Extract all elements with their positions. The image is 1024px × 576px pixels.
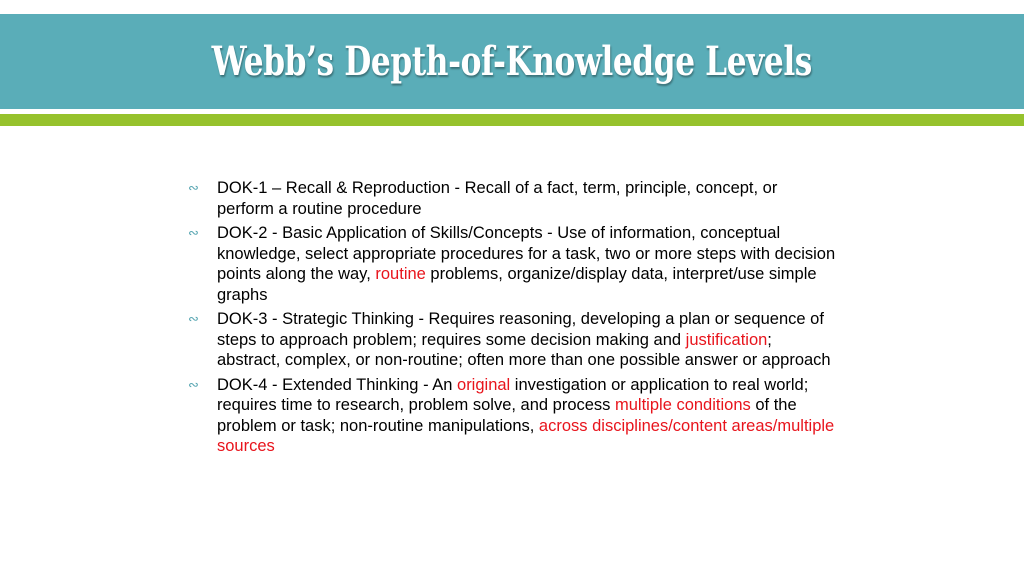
dok-separator: – [267, 179, 286, 197]
slide-title: Webb’s Depth-of-Knowledge Levels [211, 38, 813, 85]
highlighted-text: justification [685, 330, 768, 349]
dok-separator: - [267, 310, 283, 328]
dok-level-name: Extended Thinking [282, 375, 419, 394]
dok-level-label: DOK-3 [217, 310, 268, 328]
description-text: of the problem or task; non-routine manipulations, [217, 396, 797, 435]
wave-bullet-icon: ∾ [188, 312, 199, 327]
description-text: ; abstract, complex, or non-routine; often more than one possible answer or approach [217, 330, 831, 369]
description-text: problems, organize/display data, interpret/use simple graphs [217, 265, 817, 304]
dok-level-name: Recall & Reproduction [285, 179, 450, 197]
dok-separator: - [267, 224, 283, 242]
dok-level-label: DOK-4 [217, 375, 268, 394]
highlighted-text: multiple conditions [615, 396, 751, 414]
highlighted-text: original [457, 375, 511, 394]
dok-level-label: DOK-1 [217, 179, 268, 197]
wave-bullet-icon: ∾ [188, 377, 199, 393]
description-text: - Recall of a fact, term, principle, concept, or perform a routine procedure [217, 179, 778, 218]
dok-level-name: Strategic Thinking [282, 310, 414, 328]
dok-item [188, 309, 838, 371]
highlighted-text: across disciplines/content areas/multiple sources [217, 416, 835, 455]
description-text: investigation or application to real world; requires time to research, problem solve, and process [217, 375, 809, 414]
accent-bar [0, 114, 1024, 126]
dok-item [188, 375, 838, 457]
description-text: - Use of information, conceptual knowledge, select appropriate procedures for a task, two or more steps with decision points along the way, [217, 224, 836, 283]
dok-level-label: DOK-2 [217, 224, 268, 242]
highlighted-text: routine [375, 265, 426, 283]
dok-item [188, 178, 838, 219]
dok-item [188, 223, 838, 305]
dok-separator: - [267, 375, 283, 394]
description-text: - Requires reasoning, developing a plan or sequence of steps to approach problem; requires some decision making and [217, 310, 824, 349]
wave-bullet-icon: ∾ [188, 181, 199, 196]
bullet-list [188, 178, 838, 461]
description-text: - An [418, 375, 458, 394]
title-bar [0, 14, 1024, 109]
wave-bullet-icon: ∾ [188, 226, 199, 241]
dok-level-name: Basic Application of Skills/Concepts [282, 224, 543, 242]
